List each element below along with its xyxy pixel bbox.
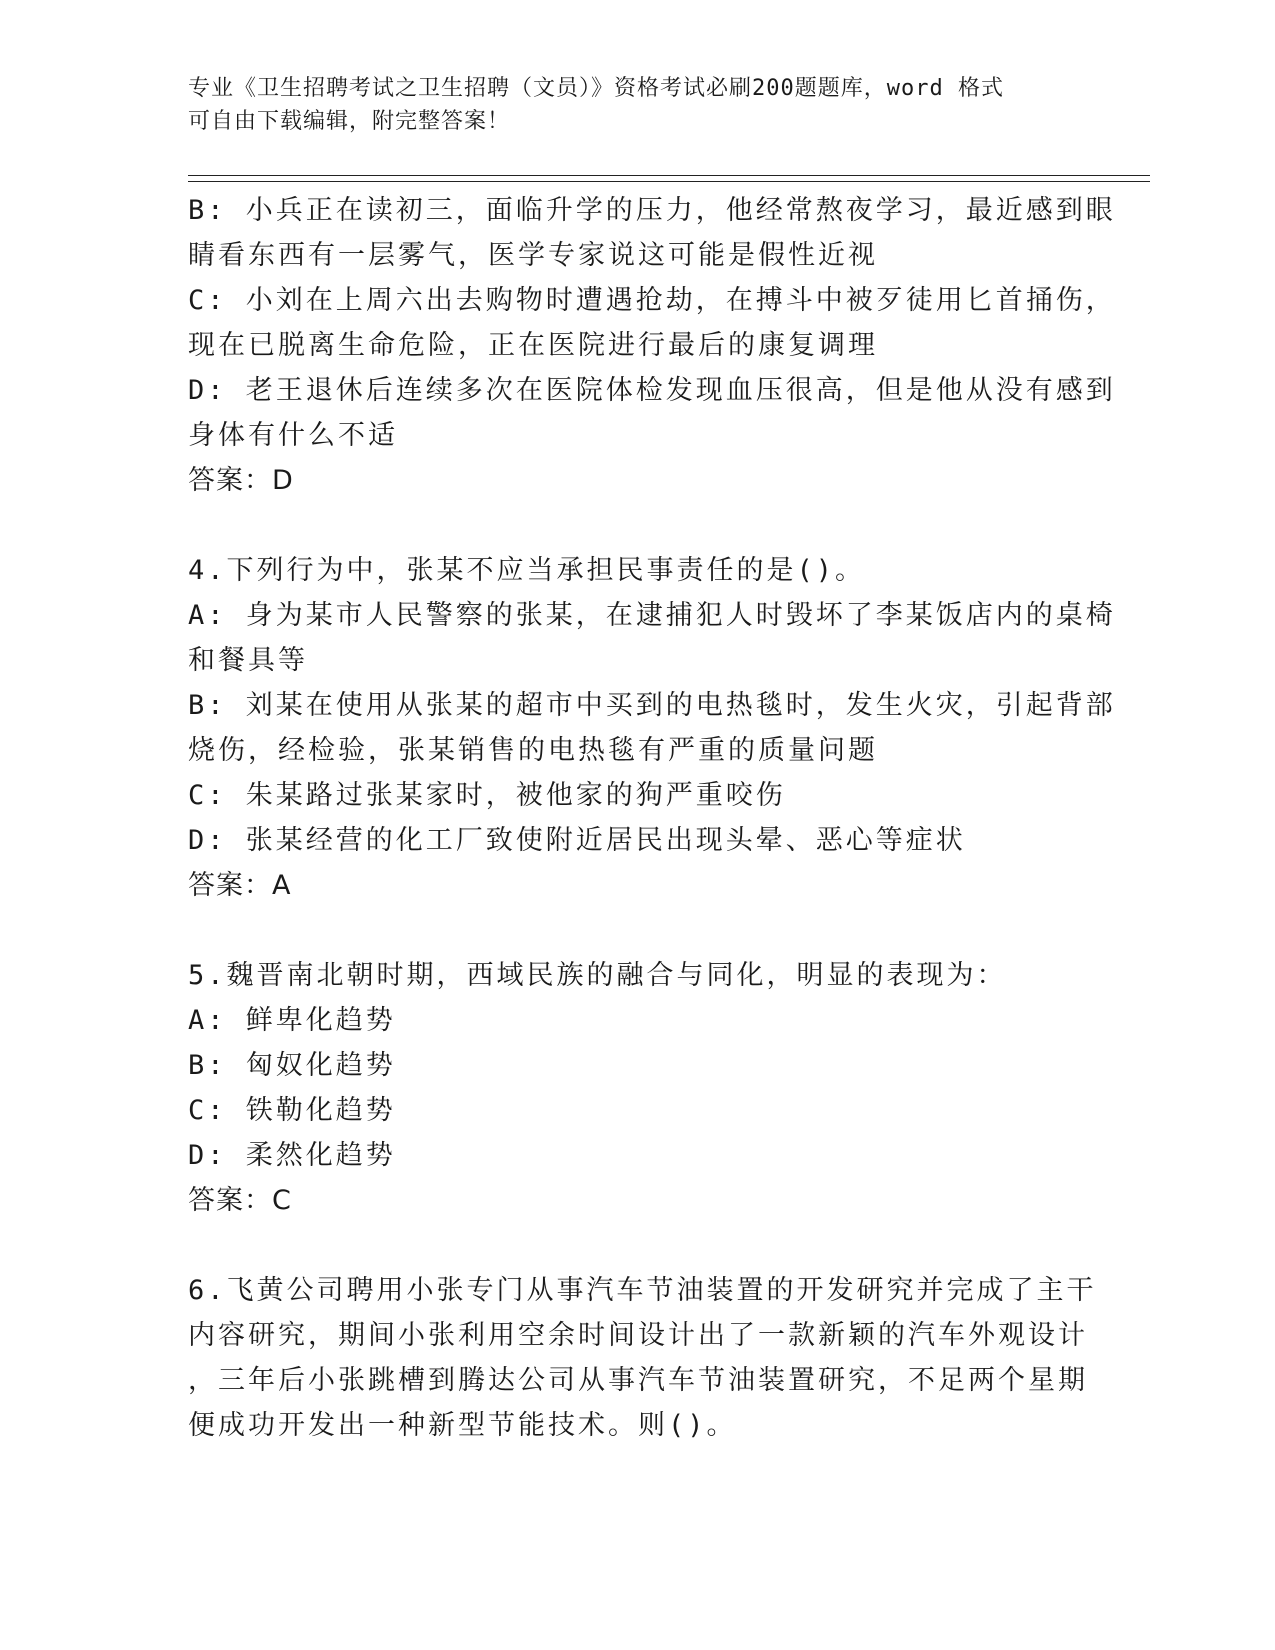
option-a-line-1: A: 身为某市人民警察的张某，在逮捕犯人时毁坏了李某饭店内的桌椅 bbox=[188, 600, 1116, 631]
question-4 bbox=[188, 548, 1116, 908]
question-text: 4.下列行为中，张某不应当承担民事责任的是()。 bbox=[188, 555, 866, 586]
question-5 bbox=[188, 953, 1078, 1223]
question-line-4: 便成功开发出一种新型节能技术。则()。 bbox=[188, 1410, 737, 1441]
option-c: C: 铁勒化趋势 bbox=[188, 1095, 396, 1126]
answer: 答案：D bbox=[188, 465, 294, 496]
question-6 bbox=[188, 1268, 1097, 1448]
option-c-line-2: 现在已脱离生命危险，正在医院进行最后的康复调理 bbox=[188, 330, 878, 361]
option-b-line-1: B: 小兵正在读初三，面临升学的压力，他经常熬夜学习，最近感到眼 bbox=[188, 195, 1116, 226]
question-line-1: 6.飞黄公司聘用小张专门从事汽车节油装置的开发研究并完成了主干 bbox=[188, 1275, 1097, 1306]
option-d: D: 柔然化趋势 bbox=[188, 1140, 396, 1171]
answer: 答案：A bbox=[188, 870, 292, 901]
option-b-line-2: 睛看东西有一层雾气，医学专家说这可能是假性近视 bbox=[188, 240, 878, 271]
option-d-line-1: D: 张某经营的化工厂致使附近居民出现头晕、恶心等症状 bbox=[188, 825, 966, 856]
header-rule-bottom bbox=[188, 181, 1150, 182]
option-d-line-2: 身体有什么不适 bbox=[188, 420, 398, 451]
document-body bbox=[188, 188, 1116, 1448]
option-a: A: 鲜卑化趋势 bbox=[188, 1005, 396, 1036]
header-line-2: 可自由下载编辑，附完整答案！ bbox=[188, 109, 511, 134]
question-line-2: 内容研究，期间小张利用空余时间设计出了一款新颖的汽车外观设计 bbox=[188, 1320, 1088, 1351]
option-c-line-1: C: 朱某路过张某家时，被他家的狗严重咬伤 bbox=[188, 780, 786, 811]
question-3-continued bbox=[188, 188, 1116, 503]
question-text: 5.魏晋南北朝时期，西域民族的融合与同化，明显的表现为： bbox=[188, 960, 1007, 991]
question-line-3: ，三年后小张跳槽到腾达公司从事汽车节油装置研究，不足两个星期 bbox=[188, 1365, 1088, 1396]
option-d-line-1: D: 老王退休后连续多次在医院体检发现血压很高，但是他从没有感到 bbox=[188, 375, 1116, 406]
option-b-line-1: B: 刘某在使用从张某的超市中买到的电热毯时，发生火灾，引起背部 bbox=[188, 690, 1116, 721]
option-c-line-1: C: 小刘在上周六出去购物时遭遇抢劫，在搏斗中被歹徒用匕首捅伤， bbox=[188, 285, 1116, 316]
option-b-line-2: 烧伤，经检验，张某销售的电热毯有严重的质量问题 bbox=[188, 735, 878, 766]
answer: 答案：C bbox=[188, 1185, 292, 1216]
document-header bbox=[188, 72, 1068, 138]
option-a-line-2: 和餐具等 bbox=[188, 645, 308, 676]
header-line-1: 专业《卫生招聘考试之卫生招聘（文员）》资格考试必刷200题题库，word 格式 bbox=[188, 76, 1004, 101]
header-rule-top bbox=[188, 175, 1150, 176]
option-b: B: 匈奴化趋势 bbox=[188, 1050, 396, 1081]
